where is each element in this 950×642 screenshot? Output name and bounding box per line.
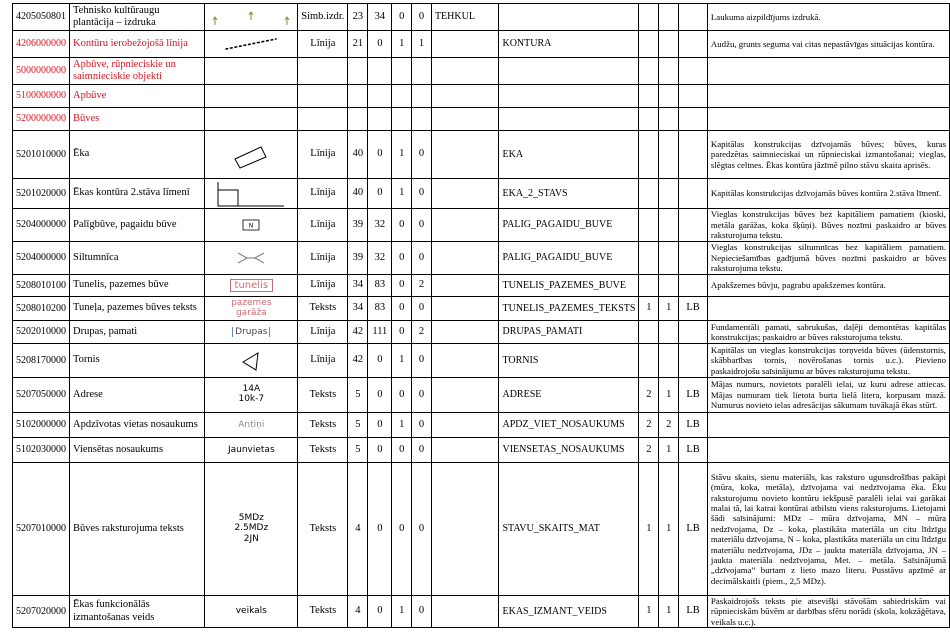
value-cell: 0 (392, 4, 412, 31)
symbol-text (238, 420, 264, 430)
value-cell: 21 (348, 31, 368, 58)
layer-cell: TUNELIS_PAZEMES_TEKSTS (499, 297, 639, 321)
extra-layer-cell (431, 463, 499, 596)
value-cell: 0 (392, 378, 412, 413)
font-param-cell: 1 (639, 463, 659, 596)
value-cell: 0 (368, 378, 392, 413)
description-cell (707, 438, 949, 463)
name-cell: Ēkas funkcionālās izmantošanas veids (70, 596, 205, 628)
description-cell (707, 297, 949, 321)
extra-layer-cell (431, 85, 499, 108)
font-param-cell (639, 58, 659, 85)
table-row (13, 242, 950, 275)
extra-layer-cell (431, 58, 499, 85)
name-cell: Palīgbūve, pagaidu būve (70, 209, 205, 242)
value-cell: 0 (392, 463, 412, 596)
description-cell: Apakšzemes būvju, pagrabu apakšzemes kontūra. (707, 275, 949, 297)
font-param-cell: 1 (659, 378, 679, 413)
value-cell: 0 (412, 596, 432, 628)
symbol-text (234, 513, 268, 544)
font-param-cell (659, 85, 679, 108)
layer-cell: EKA_2_STAVS (499, 179, 639, 209)
layer-cell: EKAS_IZMANT_VEIDS (499, 596, 639, 628)
table-row (13, 85, 950, 108)
value-cell: 2 (412, 275, 432, 297)
name-cell: Apdzīvotas vietas nosaukums (70, 413, 205, 438)
value-cell: 1 (412, 31, 432, 58)
value-cell (412, 58, 432, 85)
font-param-cell (659, 131, 679, 179)
extra-layer-cell (431, 297, 499, 321)
value-cell: 5 (348, 438, 368, 463)
anchor-cell (679, 209, 708, 242)
name-cell: Būves raksturojuma teksts (70, 463, 205, 596)
name-cell: Būves (70, 108, 205, 131)
symbol-text-line: pazemes (231, 297, 272, 308)
value-cell (368, 58, 392, 85)
font-param-cell (639, 209, 659, 242)
building-outline-icon (231, 140, 271, 170)
type-cell: Līnija (298, 242, 348, 275)
font-param-cell (659, 344, 679, 378)
symbol-cell (205, 413, 298, 438)
code-cell: 5201020000 (13, 179, 70, 209)
extra-layer-cell (431, 31, 499, 58)
font-param-cell: 1 (659, 438, 679, 463)
layer-cell (499, 85, 639, 108)
value-cell: 0 (392, 297, 412, 321)
name-cell: Tehnisko kultūraugu plantācija – izdruka (70, 4, 205, 31)
value-cell: 0 (412, 463, 432, 596)
symbol-cell (205, 438, 298, 463)
symbol-cell (205, 463, 298, 596)
value-cell: 0 (368, 131, 392, 179)
value-cell: 4 (348, 596, 368, 628)
symbol-text-line: 14A (242, 384, 261, 395)
value-cell: 5 (348, 378, 368, 413)
value-cell: 111 (368, 321, 392, 344)
value-cell: 0 (412, 297, 432, 321)
value-cell (368, 108, 392, 131)
font-param-cell: 2 (639, 378, 659, 413)
table-row (13, 131, 950, 179)
font-param-cell (639, 4, 659, 31)
symbol-text (231, 298, 271, 319)
anchor-cell: LB (679, 297, 708, 321)
name-cell: Ēka (70, 131, 205, 179)
description-cell: Audžu, grunts seguma vai citas nepastāvīgas situācijas kontūra. (707, 31, 949, 58)
code-cell: 5207050000 (13, 378, 70, 413)
anchor-cell (679, 321, 708, 344)
extra-layer-cell (431, 108, 499, 131)
extra-layer-cell (431, 438, 499, 463)
value-cell: 0 (368, 31, 392, 58)
value-cell: 0 (368, 463, 392, 596)
name-cell: Adrese (70, 378, 205, 413)
table-row (13, 438, 950, 463)
type-cell: Teksts (298, 378, 348, 413)
layer-cell: STAVU_SKAITS_MAT (499, 463, 639, 596)
value-cell: 32 (368, 209, 392, 242)
symbol-text-line: 5MDz (238, 512, 264, 523)
value-cell (392, 58, 412, 85)
value-cell: 0 (412, 209, 432, 242)
type-cell: Līnija (298, 321, 348, 344)
anchor-cell (679, 242, 708, 275)
layer-cell: PALIG_PAGAIDU_BUVE (499, 209, 639, 242)
value-cell: 0 (368, 179, 392, 209)
type-cell: Līnija (298, 209, 348, 242)
value-cell: 39 (348, 209, 368, 242)
symbol-text-line: garāža (235, 307, 267, 318)
value-cell: 0 (392, 438, 412, 463)
extra-layer-cell (431, 131, 499, 179)
table-row (13, 31, 950, 58)
type-cell: Līnija (298, 344, 348, 378)
table-row (13, 344, 950, 378)
extra-layer-cell (431, 344, 499, 378)
table-row (13, 58, 950, 85)
type-cell: Līnija (298, 131, 348, 179)
layer-cell (499, 4, 639, 31)
value-cell: 0 (368, 413, 392, 438)
description-cell: Kapitālas konstrukcijas dzīvojamās būves; būves, kuras paredzētas saimnieciskai un rūpnieciskai izmantošanai; vieglas, slēgtas celtnes. Ēkas kontūra jāzīmē pilno stāvu skaita aprisēs. (707, 131, 949, 179)
font-param-cell (659, 242, 679, 275)
symbol-text-line: veikals (235, 606, 267, 617)
type-cell: Teksts (298, 463, 348, 596)
value-cell: 0 (412, 413, 432, 438)
value-cell: 0 (392, 321, 412, 344)
value-cell: 1 (392, 179, 412, 209)
type-cell (298, 85, 348, 108)
value-cell (348, 85, 368, 108)
table-row (13, 297, 950, 321)
value-cell: 34 (348, 275, 368, 297)
extra-layer-cell (431, 209, 499, 242)
description-cell: Kapitālas konstrukcijas dzīvojamās būves kontūra 2.stāva līmenī. (707, 179, 949, 209)
value-cell: 0 (412, 242, 432, 275)
name-cell: Kontūru ierobežojošā līnija (70, 31, 205, 58)
symbol-cell (205, 297, 298, 321)
code-cell: 5102030000 (13, 438, 70, 463)
font-param-cell: 1 (659, 463, 679, 596)
type-cell: Līnija (298, 275, 348, 297)
symbol-text-line: 2JN (243, 533, 259, 544)
value-cell (392, 108, 412, 131)
extra-layer-cell (431, 179, 499, 209)
name-cell: Apbūve, rūpnieciskie un saimnieciskie objekti (70, 58, 205, 85)
code-cell: 5100000000 (13, 85, 70, 108)
extra-layer-cell (431, 275, 499, 297)
value-cell: 0 (412, 344, 432, 378)
symbol-text-line: 10k-7 (238, 394, 265, 405)
description-cell (707, 108, 949, 131)
name-cell: Drupas, pamati (70, 321, 205, 344)
symbol-cell (205, 31, 298, 58)
font-param-cell (639, 108, 659, 131)
symbol-cell (205, 131, 298, 179)
name-cell: Siltumnīca (70, 242, 205, 275)
anchor-cell: LB (679, 438, 708, 463)
extra-layer-cell (431, 378, 499, 413)
description-cell: Kapitālas un vieglas konstrukcijas torņveida būves (ūdenstornis, skābbarības tornis, novērošanas tornis u.c.). Pievieno paskaidrojošu saīsinājumu ar būves raksturojuma tekstu. (707, 344, 949, 378)
table-row (13, 209, 950, 242)
font-param-cell: 1 (659, 297, 679, 321)
symbol-cell (205, 378, 298, 413)
table-row (13, 321, 950, 344)
code-cell: 5204000000 (13, 242, 70, 275)
symbol-cell (205, 4, 298, 31)
value-cell: 0 (412, 378, 432, 413)
value-cell: 0 (412, 438, 432, 463)
greenhouse-icon (233, 249, 269, 267)
type-cell: Teksts (298, 596, 348, 628)
symbol-cell (205, 209, 298, 242)
type-cell (298, 58, 348, 85)
font-param-cell (639, 31, 659, 58)
anchor-cell (679, 58, 708, 85)
value-cell (348, 108, 368, 131)
value-cell: 1 (392, 131, 412, 179)
code-cell: 5207020000 (13, 596, 70, 628)
symbol-cell (205, 596, 298, 628)
extra-layer-cell (431, 596, 499, 628)
font-param-cell: 2 (639, 413, 659, 438)
name-cell: Apbūve (70, 85, 205, 108)
code-cell: 4205050801 (13, 4, 70, 31)
auxiliary-building-icon (241, 218, 261, 232)
code-cell: 4206000000 (13, 31, 70, 58)
font-param-cell (659, 108, 679, 131)
description-cell: Paskaidrojošs teksts pie atsevišķi stāvošām sabiedriskām vai rūpnieciskām būvēm ar darbības sfēru norādi (skola, kokzāģētava, veikals u.c.). (707, 596, 949, 628)
type-cell: Līnija (298, 31, 348, 58)
anchor-cell (679, 275, 708, 297)
classifier-table (12, 3, 950, 628)
floor-outline-icon (216, 180, 286, 208)
code-cell: 5208010100 (13, 275, 70, 297)
value-cell: 1 (392, 31, 412, 58)
code-cell: 5208010200 (13, 297, 70, 321)
symbol-cell (205, 242, 298, 275)
symbol-cell (205, 321, 298, 344)
layer-cell: DRUPAS_PAMATI (499, 321, 639, 344)
value-cell: 40 (348, 179, 368, 209)
value-cell: 0 (412, 179, 432, 209)
anchor-cell (679, 179, 708, 209)
name-cell: Tunelis, pazemes būve (70, 275, 205, 297)
type-cell (298, 108, 348, 131)
type-cell: Teksts (298, 438, 348, 463)
value-cell: 4 (348, 463, 368, 596)
font-param-cell (639, 131, 659, 179)
layer-cell: PALIG_PAGAIDU_BUVE (499, 242, 639, 275)
font-param-cell: 1 (639, 297, 659, 321)
code-cell: 5102000000 (13, 413, 70, 438)
description-cell: Laukuma aizpildījums izdrukā. (707, 4, 949, 31)
layer-cell (499, 108, 639, 131)
trees-icon (211, 7, 291, 27)
table-row (13, 463, 950, 596)
value-cell: 0 (368, 344, 392, 378)
value-cell: 1 (392, 596, 412, 628)
anchor-cell (679, 4, 708, 31)
layer-cell: ADRESE (499, 378, 639, 413)
layer-cell: TUNELIS_PAZEMES_BUVE (499, 275, 639, 297)
table-row (13, 413, 950, 438)
value-cell: 42 (348, 321, 368, 344)
value-cell: 5 (348, 413, 368, 438)
value-cell: 39 (348, 242, 368, 275)
value-cell: 0 (368, 596, 392, 628)
value-cell: 0 (412, 131, 432, 179)
symbol-cell (205, 344, 298, 378)
layer-cell: EKA (499, 131, 639, 179)
anchor-cell (679, 85, 708, 108)
table-row (13, 108, 950, 131)
extra-layer-cell (431, 242, 499, 275)
value-cell: 32 (368, 242, 392, 275)
table-body (13, 4, 950, 628)
ruins-symbol: Drupas (232, 327, 270, 337)
anchor-cell: LB (679, 596, 708, 628)
value-cell: 40 (348, 131, 368, 179)
value-cell (368, 85, 392, 108)
description-cell (707, 413, 949, 438)
tower-triangle-icon (239, 350, 263, 372)
code-cell: 5207010000 (13, 463, 70, 596)
value-cell: 34 (348, 297, 368, 321)
name-cell: Viensētas nosaukums (70, 438, 205, 463)
name-cell: Tuneļa, pazemes būves teksts (70, 297, 205, 321)
font-param-cell (659, 209, 679, 242)
font-param-cell (639, 275, 659, 297)
value-cell (392, 85, 412, 108)
layer-cell: KONTURA (499, 31, 639, 58)
extra-layer-cell (431, 413, 499, 438)
table-row (13, 596, 950, 628)
font-param-cell (639, 85, 659, 108)
auxiliary-building-label: N (249, 222, 254, 230)
font-param-cell (639, 179, 659, 209)
font-param-cell (659, 4, 679, 31)
value-cell (348, 58, 368, 85)
font-param-cell: 1 (659, 596, 679, 628)
code-cell: 5201010000 (13, 131, 70, 179)
code-cell: 5208170000 (13, 344, 70, 378)
font-param-cell (659, 275, 679, 297)
layer-cell: APDZ_VIET_NOSAUKUMS (499, 413, 639, 438)
value-cell: 83 (368, 297, 392, 321)
code-cell: 5202010000 (13, 321, 70, 344)
type-cell: Simb.izdr. (298, 4, 348, 31)
font-param-cell (659, 321, 679, 344)
font-param-cell (639, 344, 659, 378)
value-cell (412, 108, 432, 131)
description-cell (707, 85, 949, 108)
value-cell: 23 (348, 4, 368, 31)
value-cell: 0 (412, 4, 432, 31)
symbol-cell (205, 179, 298, 209)
anchor-cell: LB (679, 378, 708, 413)
description-cell: Vieglas konstrukcijas siltumnīcas bez kapitāliem pamatiem. Nepieciešamības gadījumā būves nozīmi paskaidro ar būves raksturojuma tekstu. (707, 242, 949, 275)
type-cell: Līnija (298, 179, 348, 209)
description-cell: Stāvu skaits, sienu materiāls, kas raksturo ugunsdrošības pakāpi (mūra, koka, metāla), dzīvojama vai nedzīvojama ēka. Ēku raksturojumu novieto kontūru iekšpusē paralēli ielai vai garākai malai tā, lai katrai kontūrai atbilstu viens raksturojums. Lietojami šādi saīsinājumi: MDz – mūra dzīvojama, MN – mūra nedzīvojama, Dz – koka, plastikāta materiāla un citu līdzīgu materiālu dzīvojama, N – koka, plastikāta materiāla un citu līdzīgu materiālu nedzīvojama, JDz – jaukta materiāla dzīvojama, JN – jaukta materiāla nedzīvojama, Met. – metāla. Saīsinājumā „dzīvojama” burtam z lieto mazo literu. Pusstāvu apzīmē ar decimālskaitli (piem., 2,5 MDz). (707, 463, 949, 596)
table-row (13, 179, 950, 209)
layer-cell: VIENSETAS_NOSAUKUMS (499, 438, 639, 463)
type-cell: Teksts (298, 413, 348, 438)
symbol-cell (205, 275, 298, 297)
description-cell: Mājas numurs, novietots paralēli ielai, uz kuru adrese attiecas. Mājas numuram tiek lietota burta lielā litera, korpusam mazā. Numurus novieto ielas adresācijas sākumam tuvākajā ēkas stūrī. (707, 378, 949, 413)
description-cell: Fundamentāli pamati, sabrukušas, daļēji demontētas kapitālas konstrukcijas; paskaidro ar būves raksturojuma tekstu. (707, 321, 949, 344)
font-param-cell (659, 31, 679, 58)
value-cell (412, 85, 432, 108)
extra-layer-cell: TEHKUL (431, 4, 499, 31)
anchor-cell (679, 344, 708, 378)
font-param-cell (639, 242, 659, 275)
value-cell: 0 (392, 209, 412, 242)
value-cell: 2 (412, 321, 432, 344)
font-param-cell: 1 (639, 596, 659, 628)
layer-cell: TORNIS (499, 344, 639, 378)
font-param-cell: 2 (659, 413, 679, 438)
symbol-text-line: Antiņi (238, 419, 265, 430)
symbol-cell (205, 58, 298, 85)
description-cell: Vieglas konstrukcijas būves bez kapitāliem pamatiem (kioski, metāla garāžas, koka šķūņi). Būves nozīmi paskaidro ar būves raksturojuma tekstu. (707, 209, 949, 242)
anchor-cell (679, 131, 708, 179)
value-cell: 0 (392, 275, 412, 297)
tunnel-symbol: tunelis (230, 279, 274, 293)
anchor-cell: LB (679, 413, 708, 438)
code-cell: 5200000000 (13, 108, 70, 131)
anchor-cell (679, 108, 708, 131)
symbol-text-line: Jaunvietas (227, 444, 275, 455)
symbol-cell (205, 85, 298, 108)
symbol-cell (205, 108, 298, 131)
value-cell: 83 (368, 275, 392, 297)
table-row (13, 378, 950, 413)
layer-cell (499, 58, 639, 85)
code-cell: 5000000000 (13, 58, 70, 85)
value-cell: 34 (368, 4, 392, 31)
description-cell (707, 58, 949, 85)
dotted-line-icon (223, 36, 279, 52)
font-param-cell (639, 321, 659, 344)
extra-layer-cell (431, 321, 499, 344)
value-cell: 1 (392, 413, 412, 438)
name-cell: Ēkas kontūra 2.stāva līmenī (70, 179, 205, 209)
type-cell: Teksts (298, 297, 348, 321)
font-param-cell (659, 58, 679, 85)
value-cell: 0 (392, 242, 412, 275)
anchor-cell: LB (679, 463, 708, 596)
code-cell: 5204000000 (13, 209, 70, 242)
font-param-cell (659, 179, 679, 209)
value-cell: 1 (392, 344, 412, 378)
name-cell: Tornis (70, 344, 205, 378)
table-row (13, 275, 950, 297)
symbol-text (238, 384, 264, 405)
table-row (13, 4, 950, 31)
value-cell: 42 (348, 344, 368, 378)
font-param-cell: 2 (639, 438, 659, 463)
value-cell: 0 (368, 438, 392, 463)
symbol-text (228, 445, 275, 455)
anchor-cell (679, 31, 708, 58)
symbol-text-line: 2.5MDz (234, 523, 269, 534)
symbol-text (236, 606, 267, 616)
